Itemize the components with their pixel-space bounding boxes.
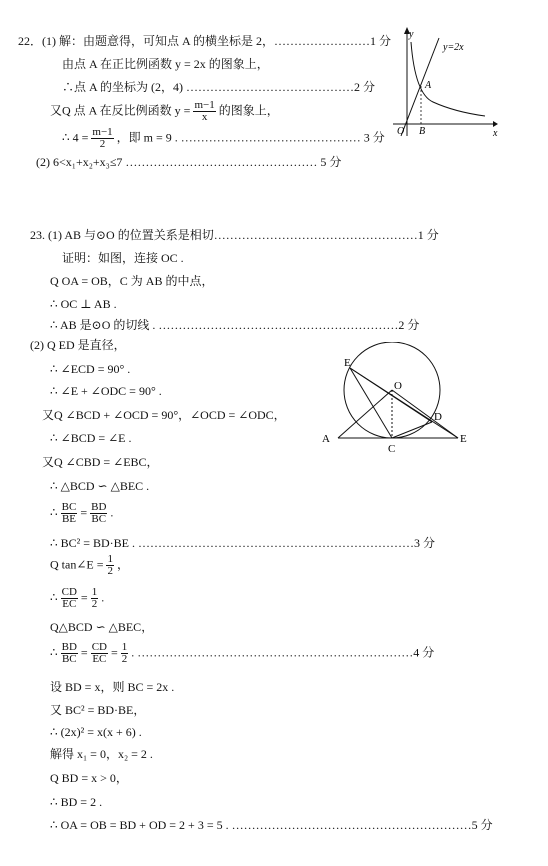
q22-line-5: [62, 127, 385, 150]
q23-line-3: Q OA = OB，C 为 AB 的中点，: [50, 274, 214, 288]
q23-line-19: 设 BD = x，则 BC = 2x .: [50, 680, 175, 694]
q22-line-3: ∴点 A 的坐标为 (2，4) ……………………………………2 分: [62, 80, 375, 94]
text: ，: [116, 557, 129, 572]
y-label: y: [409, 29, 414, 40]
numerator: m−1: [92, 126, 113, 138]
denominator: EC: [92, 653, 107, 665]
q23-line-13: [50, 502, 113, 525]
text: ∴: [50, 590, 58, 605]
q22-line-2: 由点 A 在正比例函数 y = 2x 的图象上，: [62, 57, 269, 71]
q23-line-15: [50, 554, 129, 577]
fraction: [61, 587, 78, 610]
denominator: 2: [107, 565, 113, 577]
q23-line-9: 又Q ∠BCD + ∠OCD = 90°，∠OCD = ∠ODC，: [42, 408, 286, 422]
fraction: [91, 127, 113, 150]
line-label: y=2x: [443, 42, 464, 53]
x-label: x: [493, 128, 498, 139]
numerator: m−1: [194, 99, 215, 111]
point-b-label: B: [419, 126, 426, 137]
fraction: [91, 642, 108, 665]
q23-line-4: ∴ OC ⊥ AB .: [50, 297, 117, 311]
q22-graph: [385, 24, 500, 139]
q23-line-11: 又Q ∠CBD = ∠EBC，: [42, 455, 159, 469]
hyperbola-curve: [411, 42, 485, 116]
q22-line-6: (2) 6<x₁+x₂+x₃≤7 ………………………………………… 5 分: [36, 155, 342, 169]
line-ob: [392, 390, 458, 438]
text: y =: [174, 103, 191, 118]
q23-line-18: [50, 642, 434, 665]
q23-line-16: [50, 587, 104, 610]
text: .: [101, 590, 105, 605]
numerator: BD: [61, 641, 77, 653]
q23-line-22: 解得 x₁ = 0，x₂ = 2 .: [50, 747, 153, 761]
q23-line-7: ∴ ∠ECD = 90° .: [50, 362, 131, 376]
denominator: 2: [91, 598, 98, 610]
label-d: D: [434, 411, 442, 423]
origin-label: O: [397, 126, 405, 137]
q23-line-25: ∴ OA = OB = BD + OD = 2 + 3 = 5 . ……………………………………………………5 分: [50, 818, 493, 832]
q23-line-10: ∴ ∠BCD = ∠E .: [50, 431, 132, 445]
q23-line-2: 证明：如图，连接 OC .: [62, 251, 184, 265]
fraction: [193, 100, 215, 123]
line-ao: [338, 390, 392, 438]
denominator: 2: [99, 138, 106, 150]
label-o: O: [394, 380, 402, 392]
numerator: 1: [121, 641, 128, 653]
label-c: C: [388, 443, 396, 455]
q23-line-17: Q△BCD ∽ △BEC，: [50, 620, 154, 634]
text: ，即 m = 9 . ……………………………………… 3 分: [116, 130, 385, 145]
fraction: [121, 642, 129, 665]
denominator: BE: [61, 513, 77, 525]
text: =: [80, 505, 88, 520]
q23-line-1: 23. (1) AB 与⊙O 的位置关系是相切……………………………………………1 分: [30, 228, 439, 242]
text: ∴ 4 =: [62, 130, 89, 145]
text: =: [80, 590, 88, 605]
q23-line-21: ∴ (2x)² = x(x + 6) .: [50, 725, 142, 739]
text: =: [110, 645, 118, 660]
q23-line-23: Q BD = x > 0，: [50, 771, 128, 785]
q23-line-6: (2) Q ED 是直径，: [30, 338, 126, 352]
text: =: [80, 645, 88, 660]
text: 的图象上，: [218, 103, 279, 118]
label-a: A: [322, 433, 330, 445]
denominator: BC: [91, 513, 107, 525]
q23-circle-figure: [316, 342, 476, 462]
point-a-label: A: [425, 80, 432, 91]
text: .: [110, 505, 114, 520]
numerator: BD: [91, 501, 107, 513]
fraction: [106, 554, 114, 577]
text: 又Q 点 A 在反比例函数: [50, 103, 172, 118]
denominator: x: [201, 111, 208, 123]
q22-line-4: [50, 100, 279, 123]
q23-line-14: ∴ BC² = BD·BE . ……………………………………………………………3 分: [50, 536, 436, 550]
text: ∴: [50, 645, 58, 660]
fraction: [61, 502, 78, 525]
fraction: [90, 502, 107, 525]
q23-line-8: ∴ ∠E + ∠ODC = 90° .: [50, 384, 162, 398]
line-ec: [350, 368, 392, 438]
denominator: 2: [121, 653, 128, 665]
text: ∴: [50, 505, 58, 520]
q23-line-20: 又 BC² = BD·BE，: [50, 703, 146, 717]
q23-line-5: ∴ AB 是⊙O 的切线 . ……………………………………………………2 分: [50, 318, 420, 332]
numerator: CD: [61, 586, 77, 598]
fraction: [91, 587, 99, 610]
numerator: 1: [107, 553, 113, 565]
numerator: 1: [91, 586, 98, 598]
line-cd: [392, 422, 432, 438]
text: . ……………………………………………………………4 分: [131, 645, 435, 660]
numerator: CD: [91, 641, 107, 653]
denominator: EC: [62, 598, 77, 610]
text: Q tan∠E =: [50, 557, 104, 572]
q23-line-24: ∴ BD = 2 .: [50, 795, 103, 809]
label-e2: E: [460, 433, 467, 445]
line-eb: [350, 368, 458, 438]
label-e1: E: [344, 357, 351, 369]
x-axis-arrow-icon: [493, 121, 498, 127]
q22-line-1: 22．(1) 解：由题意得，可知点 A 的横坐标是 2，……………………1 分: [18, 34, 391, 48]
numerator: BC: [61, 501, 77, 513]
q23-line-12: ∴ △BCD ∽ △BEC .: [50, 479, 150, 493]
fraction: [61, 642, 78, 665]
denominator: BC: [61, 653, 77, 665]
